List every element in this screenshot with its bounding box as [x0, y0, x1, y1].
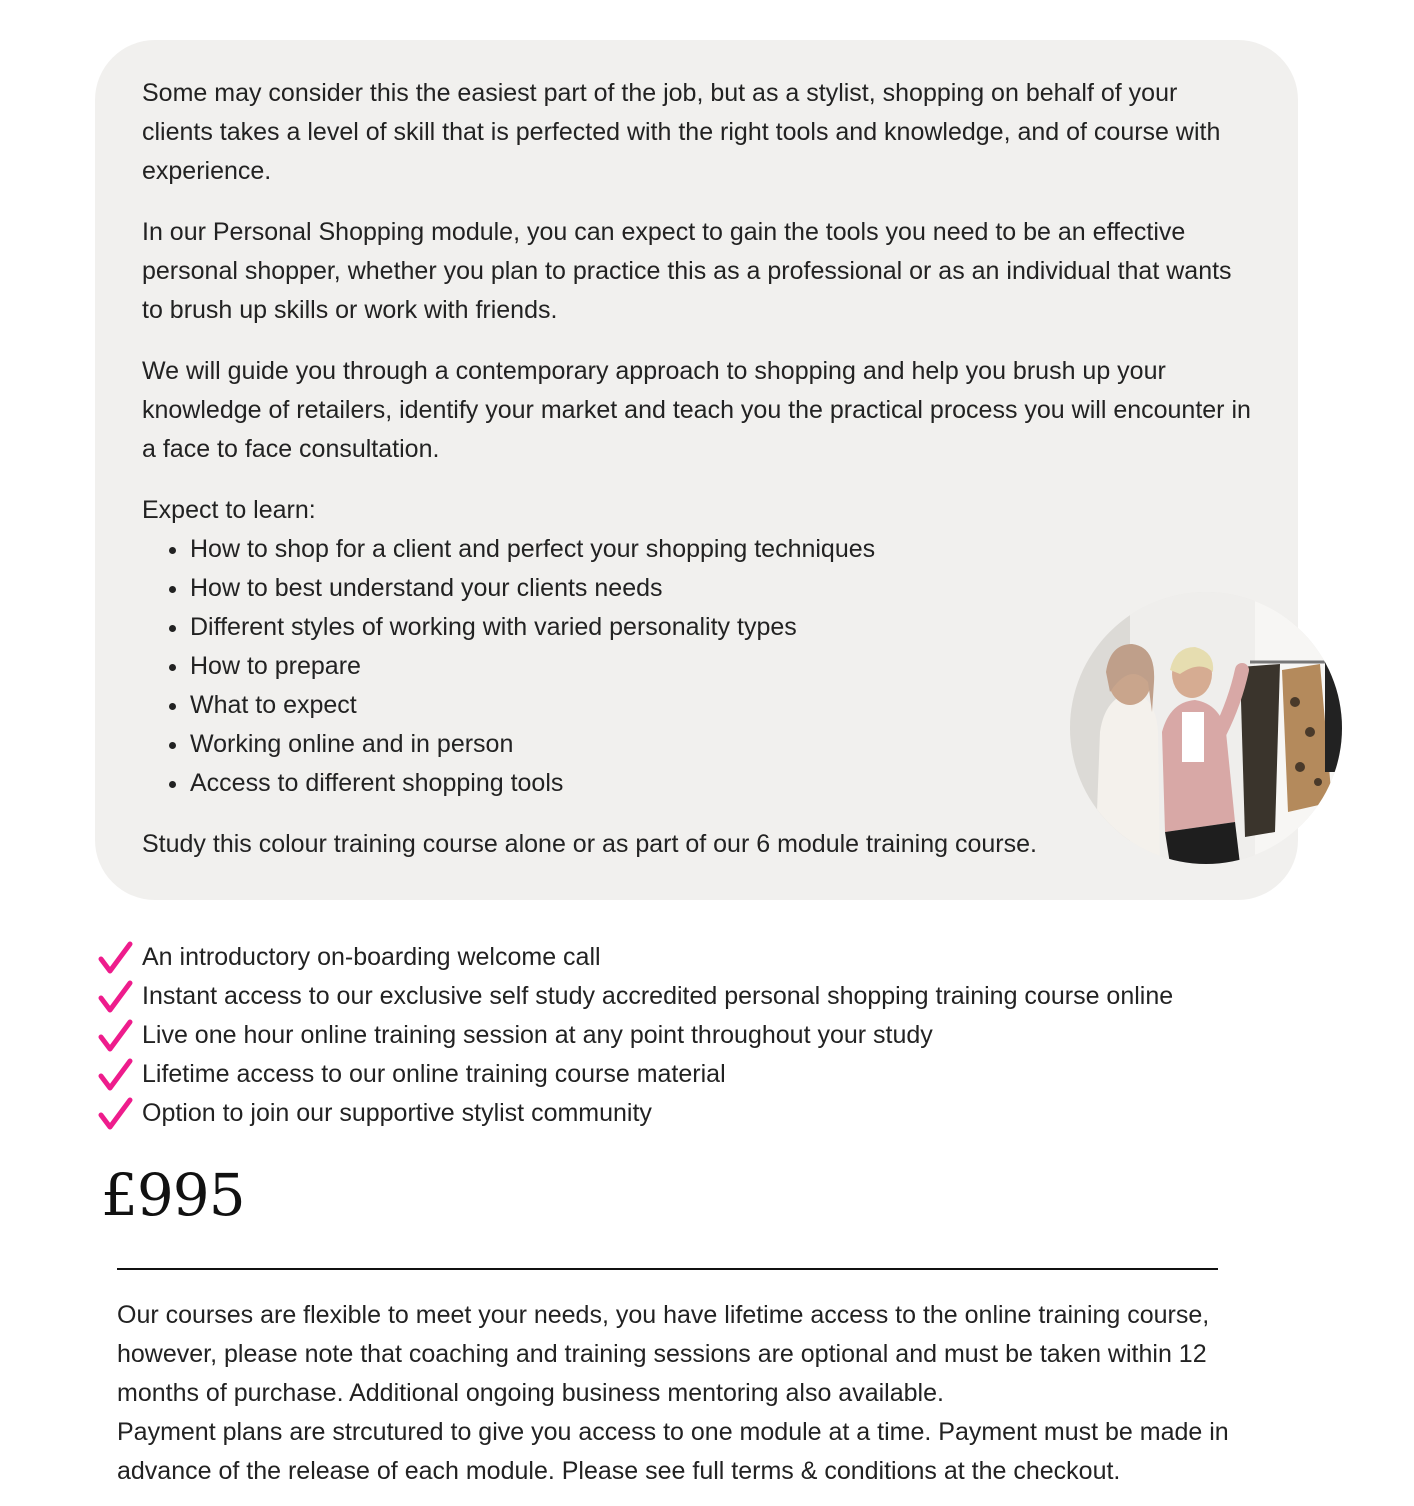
divider [117, 1268, 1218, 1270]
feature-item [97, 1055, 1173, 1094]
checkmark-icon [97, 1057, 133, 1093]
intro-paragraph-2: In our Personal Shopping module, you can expect to gain the tools you need to be an effective personal shopper, whether you plan to practice this as a professional or as an individual that wants to brush up skills or work with friends. [142, 218, 1232, 324]
learn-item: • How to prepare [190, 647, 1252, 686]
feature-text: An introductory on-boarding welcome call [142, 943, 601, 971]
feature-item [97, 1016, 1173, 1055]
learn-heading: Expect to learn: [142, 496, 316, 524]
closing-paragraph: Study this colour training course alone or as part of our 6 module training course. [142, 830, 1037, 858]
terms-paragraph-2: Payment plans are strcutured to give you access to one module at a time. Payment must be made in advance of the release of each module. Please see full terms & conditions at the checkout. [117, 1418, 1229, 1485]
learn-item: • Different styles of working with varied personality types [190, 608, 1252, 647]
learn-item: • Working online and in person [190, 725, 1252, 764]
intro-paragraph-1: Some may consider this the easiest part of the job, but as a stylist, shopping on behalf of your clients takes a level of skill that is perfected with the right tools and knowledge, and of course with experience. [142, 79, 1221, 185]
feature-item [97, 1094, 1173, 1133]
terms-paragraph-1: Our courses are flexible to meet your needs, you have lifetime access to the online training course, however, please note that coaching and training sessions are optional and must be taken within 12 months of purchase. Additional ongoing business mentoring also available. [117, 1301, 1210, 1407]
course-features-list [97, 938, 1173, 1133]
checkmark-icon [97, 1096, 133, 1132]
learn-item: • How to best understand your clients needs [190, 569, 1252, 608]
feature-text: Instant access to our exclusive self study accredited personal shopping training course online [142, 982, 1174, 1010]
feature-item [97, 938, 1173, 977]
course-price: £995 [101, 1161, 245, 1229]
learn-item: • What to expect [190, 686, 1252, 725]
learn-item: • How to shop for a client and perfect your shopping techniques [190, 530, 1252, 569]
learn-item: • Access to different shopping tools [190, 764, 1252, 803]
personal-shopping-photo [1070, 592, 1342, 864]
checkmark-icon [97, 979, 133, 1015]
feature-item [97, 977, 1173, 1016]
feature-text: Lifetime access to our online training course material [142, 1060, 726, 1088]
intro-paragraph-3: We will guide you through a contemporary approach to shopping and help you brush up your knowledge of retailers, identify your market and teach you the practical process you will encounter in a face to face consultation. [142, 357, 1251, 463]
checkmark-icon [97, 1018, 133, 1054]
checkmark-icon [97, 940, 133, 976]
feature-text: Live one hour online training session at any point throughout your study [142, 1021, 933, 1049]
personal-shopping-illustration [1070, 592, 1342, 864]
terms-note [117, 1296, 1267, 1491]
feature-text: Option to join our supportive stylist community [142, 1099, 652, 1127]
